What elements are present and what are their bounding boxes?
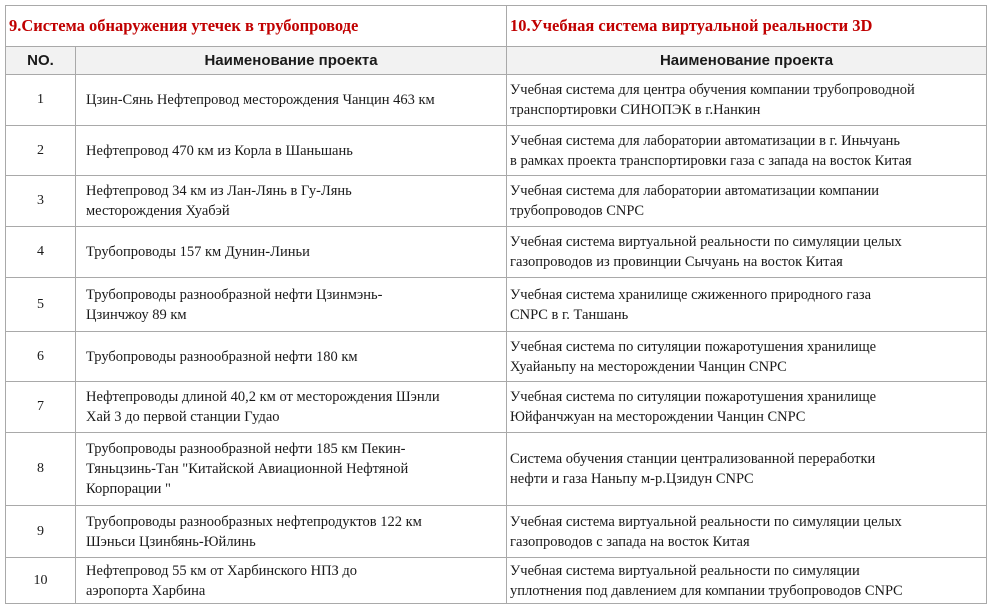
- left-project-line: Нефтепровод 470 км из Корла в Шаньшань: [86, 142, 353, 159]
- table-row: [6, 278, 987, 332]
- left-project-line: Хай 3 до первой станции Гудао: [86, 409, 280, 425]
- right-project-line: Учебная система хранилище сжиженного природного газа: [510, 286, 872, 303]
- row-number: 6: [6, 332, 76, 382]
- row-number: 8: [6, 433, 76, 506]
- table-row: [6, 332, 987, 382]
- right-project-line: газопроводов из провинции Сычуань на восток Китая: [510, 254, 843, 270]
- right-project-line: Учебная система виртуальной реальности по симуляции целых: [510, 513, 902, 530]
- right-project-line: трубопроводов CNPC: [510, 203, 645, 219]
- right-project-line: Учебная система для лаборатории автоматизации компании: [510, 183, 880, 199]
- right-project-name: [507, 278, 987, 332]
- left-project-name: [76, 227, 507, 278]
- left-project-line: Цзинчжоу 89 км: [86, 306, 187, 323]
- column-header-row: [6, 47, 987, 75]
- left-project-line: Цзин-Сянь Нефтепровод месторождения Чанцин 463 км: [86, 92, 435, 108]
- row-number: 3: [6, 176, 76, 227]
- right-project-line: Учебная система виртуальной реальности по симуляции: [510, 562, 860, 579]
- right-project-name: [507, 75, 987, 126]
- left-project-name: [76, 558, 507, 604]
- right-project-line: Система обучения станции централизованной переработки: [510, 451, 876, 467]
- left-project-line: Трубопроводы разнообразных нефтепродуктов 122 км: [86, 513, 422, 530]
- table-body: [6, 75, 987, 604]
- left-project-line: Трубопроводы 157 км Дунин-Линьи: [86, 244, 310, 260]
- right-project-line: в рамках проекта транспортировки газа с запада на восток Китая: [510, 152, 912, 169]
- left-project-name: [76, 332, 507, 382]
- right-project-line: Хуайаньпу на месторождении Чанцин CNPC: [510, 358, 787, 375]
- col-header-right-name: Наименование проекта: [507, 47, 987, 75]
- right-project-line: Учебная система виртуальной реальности по симуляции целых: [510, 234, 902, 250]
- projects-table: [5, 5, 987, 604]
- col-header-left-name: Наименование проекта: [76, 47, 507, 75]
- left-project-line: Трубопроводы разнообразной нефти 185 км Пекин-: [86, 441, 406, 457]
- right-project-line: уплотнения под давлением для компании трубопроводов CNPC: [510, 582, 903, 599]
- section-title-row: [6, 6, 987, 47]
- row-number: 4: [6, 227, 76, 278]
- left-project-name: [76, 75, 507, 126]
- table-row: [6, 176, 987, 227]
- table-row: [6, 227, 987, 278]
- left-project-name: [76, 176, 507, 227]
- left-project-line: Корпорации ": [86, 481, 171, 497]
- right-section-title: 10.Учебная система виртуальной реальности 3D: [507, 6, 987, 47]
- right-project-name: [507, 433, 987, 506]
- right-project-line: газопроводов с запада на восток Китая: [510, 533, 750, 550]
- left-project-line: Тяньцзинь-Тан "Китайской Авиационной Нефтяной: [86, 461, 409, 477]
- right-project-line: Учебная система по ситуляции пожаротушения хранилище: [510, 389, 877, 405]
- right-project-line: Юйфанчжуан на месторождении Чанцин CNPC: [510, 409, 806, 425]
- left-project-name: [76, 382, 507, 433]
- left-project-line: месторождения Хуабэй: [86, 203, 230, 219]
- row-number: 10: [6, 558, 76, 604]
- left-section-title: 9.Система обнаружения утечек в трубопроводе: [6, 6, 507, 47]
- right-project-line: Учебная система для центра обучения компании трубопроводной: [510, 82, 915, 98]
- right-project-line: CNPC в г. Таншань: [510, 306, 629, 323]
- row-number: 1: [6, 75, 76, 126]
- col-header-no: NO.: [6, 47, 76, 75]
- row-number: 2: [6, 126, 76, 176]
- table-row: [6, 75, 987, 126]
- table-row: [6, 382, 987, 433]
- right-project-name: [507, 506, 987, 558]
- right-project-line: Учебная система для лаборатории автоматизации в г. Иньчуань: [510, 132, 901, 149]
- right-project-name: [507, 558, 987, 604]
- table-row: [6, 506, 987, 558]
- left-project-name: [76, 506, 507, 558]
- left-project-line: Нефтепровод 34 км из Лан-Лянь в Гу-Лянь: [86, 183, 352, 199]
- left-project-name: [76, 278, 507, 332]
- right-project-name: [507, 382, 987, 433]
- table-row: [6, 433, 987, 506]
- right-project-line: Учебная система по ситуляции пожаротушения хранилище: [510, 338, 877, 355]
- row-number: 7: [6, 382, 76, 433]
- row-number: 9: [6, 506, 76, 558]
- left-project-line: Трубопроводы разнообразной нефти Цзинмэнь-: [86, 286, 383, 303]
- table-row: [6, 558, 987, 604]
- right-project-name: [507, 227, 987, 278]
- right-project-name: [507, 126, 987, 176]
- table-row: [6, 126, 987, 176]
- row-number: 5: [6, 278, 76, 332]
- left-project-line: Шэньси Цзинбянь-Юйлинь: [86, 533, 256, 550]
- left-project-line: Трубопроводы разнообразной нефти 180 км: [86, 348, 358, 365]
- left-project-line: аэропорта Харбина: [86, 582, 206, 599]
- right-project-name: [507, 176, 987, 227]
- right-project-name: [507, 332, 987, 382]
- right-project-line: нефти и газа Наньпу м-р.Цзидун CNPC: [510, 471, 754, 487]
- left-project-line: Нефтепровод 55 км от Харбинского НПЗ до: [86, 562, 358, 579]
- left-project-name: [76, 433, 507, 506]
- right-project-line: транспортировки СИНОПЭК в г.Нанкин: [510, 102, 761, 118]
- left-project-line: Нефтепроводы длиной 40,2 км от месторождения Шэнли: [86, 389, 440, 405]
- left-project-name: [76, 126, 507, 176]
